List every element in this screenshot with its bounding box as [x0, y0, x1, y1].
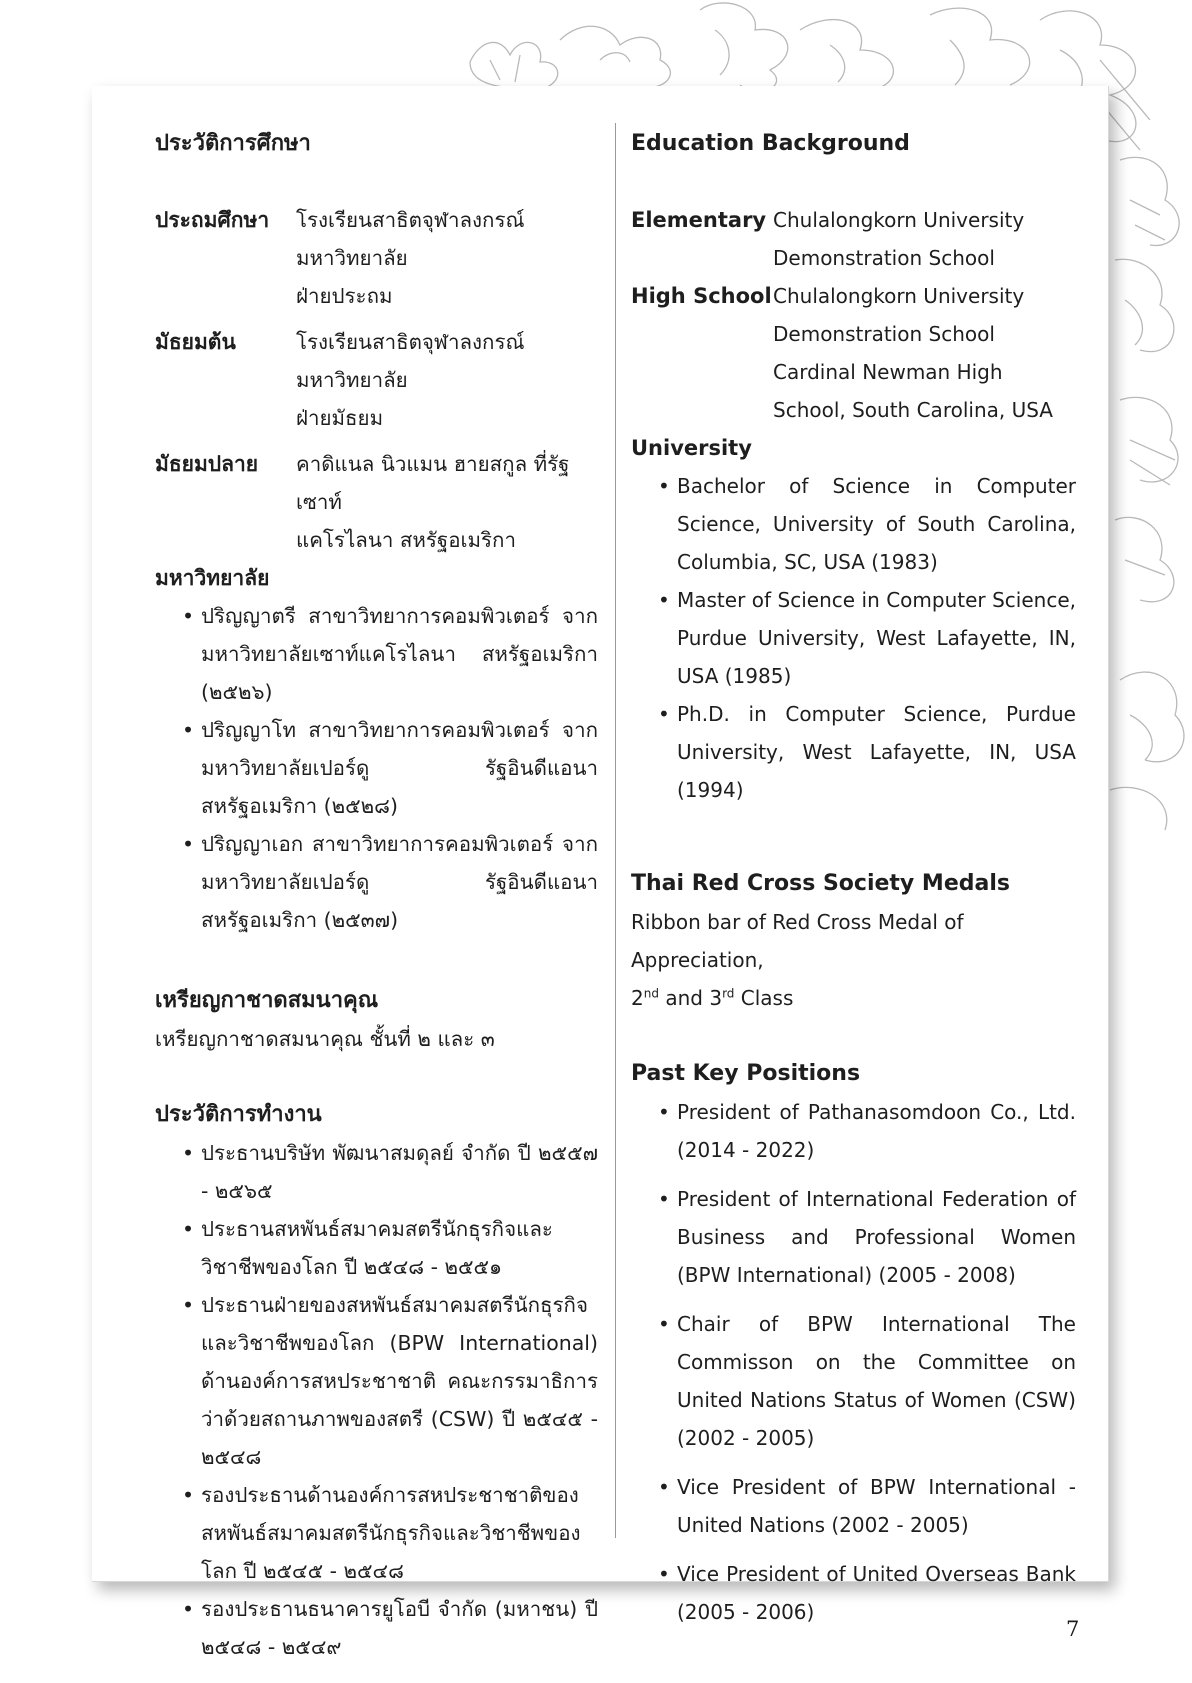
medal-text-en-line2 — [631, 979, 1076, 1017]
item-text: รองประธานธนาคารยูโอบี จำกัด (มหาชน) ปี ๒๕๔๘ - ๒๕๔๙ — [201, 1597, 598, 1659]
ordinal-suffix: rd — [722, 986, 735, 1001]
class-number: 3 — [709, 986, 723, 1010]
row-value — [296, 201, 598, 315]
university-heading-th: มหาวิทยาลัย — [155, 566, 270, 590]
item-text: Chair of BPW International The Commisson on the Committee on United Nations Status of Women (CSW) (2002 - 2005) — [677, 1312, 1076, 1450]
value-line: ฝ่ายประถม — [296, 284, 393, 308]
item-text: ปริญญาตรี สาขาวิทยาการคอมพิวเตอร์ จาก มหาวิทยาลัยเซาท์แคโรไลนา สหรัฐอเมริกา (๒๕๒๖) — [201, 604, 598, 704]
row-label: มัธยมต้น — [155, 330, 236, 354]
item-text: President of International Federation of Business and Professional Women (BPW International) (2005 - 2008) — [677, 1187, 1076, 1287]
value-line: แคโรไลนา สหรัฐอเมริกา — [296, 528, 516, 552]
conjunction: and — [665, 986, 703, 1010]
list-item: • ปริญญาโท สาขาวิทยาการคอมพิวเตอร์ จาก มหาวิทยาลัยเปอร์ดู รัฐอินดีแอนา สหรัฐอเมริกา (๒๕๒๘) — [182, 718, 598, 818]
list-item: • Vice President of BPW International - United Nations (2002 - 2005) — [658, 1475, 1076, 1537]
english-column — [631, 125, 1076, 1642]
education-row-middle-th — [155, 323, 598, 437]
value-line: โรงเรียนสาธิตจุฬาลงกรณ์มหาวิทยาลัย — [296, 330, 525, 392]
list-item: • ประธานสหพันธ์สมาคมสตรีนักธุรกิจและวิชาชีพของโลก ปี ๒๕๔๘ - ๒๕๕๑ — [182, 1217, 553, 1279]
positions-heading-en: Past Key Positions — [631, 1061, 861, 1086]
value-line: Cardinal Newman High — [773, 360, 1003, 384]
value-line: Demonstration School — [773, 322, 995, 346]
medal-heading-th: เหรียญกาชาดสมนาคุณ — [155, 988, 379, 1013]
item-text: Master of Science in Computer Science, Purdue University, West Lafayette, IN, USA (1985) — [677, 588, 1076, 688]
list-item: • President of International Federation of Business and Professional Women (BPW International) (2005 - 2008) — [658, 1187, 1076, 1287]
education-row-high-th — [155, 445, 598, 559]
value-line: Demonstration School — [773, 246, 995, 270]
list-item: • ประธานฝ่ายของสหพันธ์สมาคมสตรีนักธุรกิจและวิชาชีพของโลก (BPW International) ด้านองค์การสหประชาชาติ คณะกรรมาธิการว่าด้วยสถานภาพของสตรี (CSW) ปี ๒๕๔๕ - ๒๕๔๘ — [182, 1293, 598, 1469]
value-line: โรงเรียนสาธิตจุฬาลงกรณ์มหาวิทยาลัย — [296, 208, 525, 270]
row-value — [296, 323, 598, 437]
page-number: 7 — [1066, 1617, 1080, 1641]
value-line: คาดิแนล นิวแมน ฮายสกูล ที่รัฐเซาท์ — [296, 452, 570, 514]
item-text: ประธานฝ่ายของสหพันธ์สมาคมสตรีนักธุรกิจและวิชาชีพของโลก (BPW International) ด้านองค์การสหประชาชาติ คณะกรรมาธิการว่าด้วยสถานภาพของสตรี (CSW) ปี ๒๕๔๕ - ๒๕๔๘ — [201, 1293, 598, 1469]
list-item: • President of Pathanasomdoon Co., Ltd. (2014 - 2022) — [658, 1100, 1076, 1162]
work-heading-th: ประวัติการทำงาน — [155, 1102, 322, 1127]
list-item: • Master of Science in Computer Science, Purdue University, West Lafayette, IN, USA (1985) — [658, 588, 1076, 688]
list-item: • Ph.D. in Computer Science, Purdue University, West Lafayette, IN, USA (1994) — [658, 702, 1076, 802]
medal-heading-en: Thai Red Cross Society Medals — [631, 871, 1010, 896]
positions-list-en — [631, 1093, 1076, 1631]
item-text: Ph.D. in Computer Science, Purdue University, West Lafayette, IN, USA (1994) — [677, 702, 1076, 802]
list-item: • ปริญญาตรี สาขาวิทยาการคอมพิวเตอร์ จาก มหาวิทยาลัยเซาท์แคโรไลนา สหรัฐอเมริกา (๒๕๒๖) — [182, 604, 598, 704]
item-text: ปริญญาโท สาขาวิทยาการคอมพิวเตอร์ จาก มหาวิทยาลัยเปอร์ดู รัฐอินดีแอนา สหรัฐอเมริกา (๒๕๒๘) — [201, 718, 598, 818]
work-list-th — [155, 1134, 598, 1666]
education-row-elementary-en — [631, 201, 1076, 277]
list-item: • ประธานบริษัท พัฒนาสมดุลย์ จำกัด ปี ๒๕๕๗ - ๒๕๖๕ — [182, 1141, 598, 1203]
item-text: ปริญญาเอก สาขาวิทยาการคอมพิวเตอร์ จาก มหาวิทยาลัยเปอร์ดู รัฐอินดีแอนา สหรัฐอเมริกา (๒๕๓๗) — [201, 832, 598, 932]
class-word: Class — [740, 986, 794, 1010]
item-text: รองประธานด้านองค์การสหประชาชาติของสหพันธ์สมาคมสตรีนักธุรกิจและวิชาชีพของโลก ปี ๒๕๔๕ - ๒๕๔๘ — [201, 1483, 581, 1583]
row-value — [773, 201, 1076, 277]
item-text: ประธานสหพันธ์สมาคมสตรีนักธุรกิจและวิชาชีพของโลก ปี ๒๕๔๘ - ๒๕๕๑ — [201, 1217, 553, 1279]
row-value — [773, 277, 1076, 429]
row-label: ประถมศึกษา — [155, 208, 270, 232]
row-label: High School — [631, 284, 772, 308]
education-row-high-en — [631, 277, 1076, 429]
education-heading-th: ประวัติการศึกษา — [155, 131, 311, 156]
item-text: Vice President of BPW International - United Nations (2002 - 2005) — [677, 1475, 1076, 1537]
list-item: • Bachelor of Science in Computer Science, University of South Carolina, Columbia, SC, USA (1983) — [658, 474, 1076, 574]
row-label: มัธยมปลาย — [155, 452, 259, 476]
ordinal-suffix: nd — [643, 986, 659, 1001]
education-row-elementary-th — [155, 201, 598, 315]
medal-text-en-line1: Ribbon bar of Red Cross Medal of Appreciation, — [631, 910, 964, 972]
value-line: Chulalongkorn University — [773, 208, 1025, 232]
thai-column — [155, 125, 598, 1666]
university-list-en — [631, 467, 1076, 809]
value-line: Chulalongkorn University — [773, 284, 1025, 308]
list-item: • ปริญญาเอก สาขาวิทยาการคอมพิวเตอร์ จาก มหาวิทยาลัยเปอร์ดู รัฐอินดีแอนา สหรัฐอเมริกา (๒๕๓๗) — [182, 832, 598, 932]
item-text: Bachelor of Science in Computer Science, University of South Carolina, Columbia, SC, USA (1983) — [677, 474, 1076, 574]
row-value — [296, 445, 598, 559]
row-label: Elementary — [631, 208, 767, 232]
medal-text-th: เหรียญกาชาดสมนาคุณ ชั้นที่ ๒ และ ๓ — [155, 1027, 495, 1051]
university-list-th — [155, 597, 598, 939]
university-heading-en: University — [631, 436, 752, 460]
item-text: President of Pathanasomdoon Co., Ltd. (2014 - 2022) — [677, 1100, 1076, 1162]
column-divider — [615, 123, 616, 1538]
item-text: ประธานบริษัท พัฒนาสมดุลย์ จำกัด ปี ๒๕๕๗ - ๒๕๖๕ — [201, 1141, 598, 1203]
list-item: • Chair of BPW International The Commisson on the Committee on United Nations Status of Women (CSW) (2002 - 2005) — [658, 1312, 1076, 1450]
list-item: • รองประธานธนาคารยูโอบี จำกัด (มหาชน) ปี ๒๕๔๘ - ๒๕๔๙ — [182, 1597, 598, 1659]
item-text: Vice President of United Overseas Bank (2005 - 2006) — [677, 1562, 1076, 1624]
list-item: • รองประธานด้านองค์การสหประชาชาติของสหพันธ์สมาคมสตรีนักธุรกิจและวิชาชีพของโลก ปี ๒๕๔๕ - ๒๕๔๘ — [182, 1483, 581, 1583]
list-item: • Vice President of United Overseas Bank (2005 - 2006) — [658, 1562, 1076, 1624]
education-heading-en: Education Background — [631, 131, 910, 156]
class-number: 2 — [631, 986, 644, 1010]
value-line: School, South Carolina, USA — [773, 398, 1053, 422]
value-line: ฝ่ายมัธยม — [296, 406, 384, 430]
